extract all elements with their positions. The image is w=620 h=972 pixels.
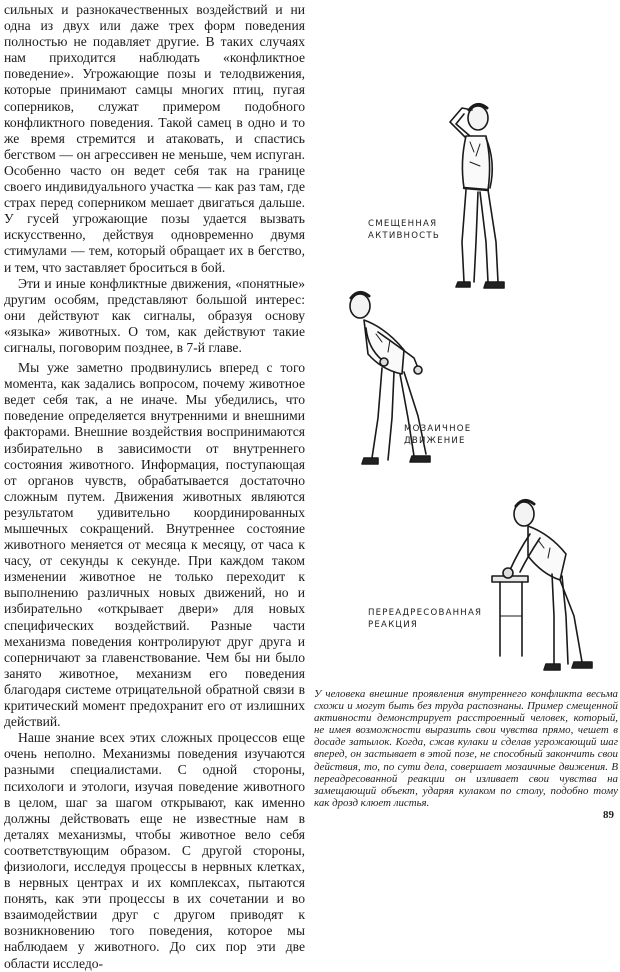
main-text-column <box>4 2 305 972</box>
label-mosaic-movement: МОЗАИЧНОЕ ДВИЖЕНИЕ <box>404 424 472 446</box>
redirected-reaction-illustration <box>488 496 598 676</box>
paragraph-1: сильных и разнокачественных воздействий и ни одна из двух или даже трех форм поведения полностью не подавляет другие. В таких случаях нам приходится наблюдать «конфликтное поведение». Угрожающие позы и телодвижения, которые принимают самцы многих птиц, пугая соперников, служат примером подобного конфликтного поведения. Такой самец в одно и то же время стремится и атаковать, и спастись бегством — он агрессивен не меньше, чем испуган. Особенно часто он ведет себя так на границе своего индивидуального участка — как раз там, где страх перед соперником мешает двигаться дальше. У гусей угрожающие позы удается вызвать искусственно, действуя одновременно двумя стимулами — тем, который обращает их в бегство, и тем, что заставляет броситься в бой. <box>4 2 305 275</box>
mosaic-movement-illustration <box>338 288 438 478</box>
label-redirected-reaction: ПЕРЕАДРЕСОВАННАЯ РЕАКЦИЯ <box>368 608 483 630</box>
illustration-column <box>308 0 620 827</box>
paragraph-3: Мы уже заметно продвинулись вперед с того момента, как задались вопросом, почему животное ведет себя так, а не иначе. Мы убедились, что поведение определяется внутренними и внешними факторами. Внешние воздействия воспринимаются избирательно в зависимости от внутреннего состояния животного. Информация, поступающая от органов чувств, обрабатывается достаточно сложным путем. Движения животных являются результатом удивительно координированных мышечных сокращений. Внутреннее состояние животного меняется от месяца к месяцу, от часа к часу, от секунды к секунде. При каждом таком изменении животное не только переходит к выполнению различных новых движений, но и избирательно «открывает двери» для новых специфических воздействий. Разные части механизма поведения контролируют друг друга и соперничают за главенствование. Чем бы ни было занято животное, механизм его поведения благодаря системе отрицательной обратной связи в критический момент предохранит его от излишних действий. <box>4 360 305 730</box>
paragraph-2: Эти и иные конфликтные движения, «понятные» другим особям, представляют большой интерес: они действуют как сигналы, образуя основу «языка» животных. О том, как действуют такие сигналы, поговорим позднее, в 7-й главе. <box>4 275 305 355</box>
page-number: 89 <box>603 809 614 821</box>
displacement-activity-illustration <box>426 92 516 297</box>
figure-caption: У человека внешние проявления внутреннего конфликта весьма схожи и могут быть без труда распознаны. Пример смещенной активности демонстрирует расстроенный человек, который, не имея возможности выразить свои чувства прямо, чешет в досаде затылок. Когда, сжав кулаки и сделав угрожающий шаг вперед, он застывает в этой позе, не способный закончить свои действия, то, по сути дела, совершает мозаичные движения. В переадресованной реакции он изливает свои чувства на замещающий объект, ударяя кулаком по столу, подобно тому как дрозд клюет листья. <box>314 688 618 809</box>
paragraph-4: Наше знание всех этих сложных процессов еще очень неполно. Механизмы поведения изучаются разными специалистами. С одной стороны, психологи и этологи, изучая поведение животного в целом, шаг за шагом открывают, как именно должны действовать еще не известные нам в деталях механизмы, чтобы животное вело себя соответствующим образом. С другой стороны, физиологи, исследуя процессы в нервных клетках, в нервных центрах и их комплексах, пытаются понять, как эти процессы в их сочетании и во взаимодействии друг с другом приводят к возникновению того поведения, которое мы наблюдаем у животного. До сих пор эти две области исследо- <box>4 730 305 971</box>
label-displacement-activity: СМЕЩЕННАЯ АКТИВНОСТЬ <box>368 219 440 241</box>
